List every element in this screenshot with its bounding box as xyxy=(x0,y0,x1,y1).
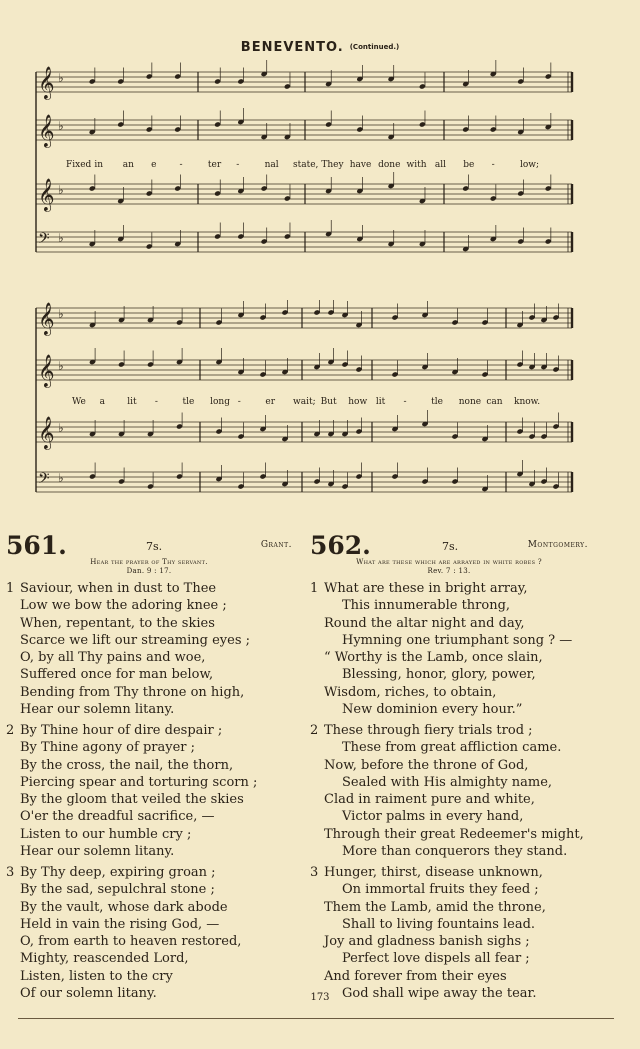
verse-line: Held in vain the rising God, — xyxy=(20,916,220,932)
lyric-line-1 xyxy=(0,160,640,174)
verse-line: By the sad, sepulchral stone ; xyxy=(20,882,215,898)
lyric-syllable: er xyxy=(265,397,276,407)
lyric-syllable: can xyxy=(486,397,503,407)
lyric-syllable: tle xyxy=(182,397,195,407)
verse-line: This innumerable throng, xyxy=(342,598,511,614)
verse-line: Joy and gladness banish sighs ; xyxy=(324,934,530,950)
verse-line: Hear our solemn litany. xyxy=(20,702,175,718)
verse-line: What are these in bright array, xyxy=(324,581,528,596)
verse-line: God shall wipe away the tear. xyxy=(342,986,537,1002)
verse-number: 1 xyxy=(6,581,15,596)
verse-line: Hunger, thirst, disease unknown, xyxy=(324,865,543,880)
staff xyxy=(36,300,572,336)
epigraph-text: Hear the prayer of Thy servant. xyxy=(90,558,208,566)
verse-line: Suffered once for man below, xyxy=(20,667,214,683)
lyric-syllable: none xyxy=(458,397,482,407)
lyric-syllable: be xyxy=(463,160,475,170)
verse-line: O, from earth to heaven restored, xyxy=(20,934,242,950)
verse-line: Mighty, reascended Lord, xyxy=(20,951,189,967)
treble-clef-icon: 𝄞 xyxy=(38,114,55,147)
staff xyxy=(36,348,572,388)
verse-1 xyxy=(310,580,588,718)
lyric-syllable: how xyxy=(348,397,368,407)
tune-name: BENEVENTO. xyxy=(240,40,344,55)
staff xyxy=(36,460,572,492)
verse-line: Wisdom, riches, to obtain, xyxy=(324,684,497,700)
verse-number: 2 xyxy=(310,723,319,738)
verse-3 xyxy=(310,864,588,1002)
lyric-syllable: with xyxy=(406,160,427,170)
verse-line: Through their great Redeemer's might, xyxy=(324,826,584,842)
lyric-syllable: long xyxy=(210,397,230,407)
lyric-syllable: - xyxy=(237,397,241,407)
hymn-number: 561. xyxy=(6,531,67,560)
verse-number: 3 xyxy=(6,865,15,880)
lyric-syllable: low; xyxy=(520,160,540,170)
lyric-syllable: wait; xyxy=(293,397,316,407)
lyric-syllable: - xyxy=(491,160,495,170)
verse-line: Perfect love dispels all fear ; xyxy=(342,951,530,967)
tune-title xyxy=(0,40,640,55)
lyric-syllable: e xyxy=(151,160,157,170)
treble-clef-icon: 𝄞 xyxy=(38,354,55,387)
epigraph-text: What are these which are arrayed in white robes ? xyxy=(356,558,542,566)
staff xyxy=(36,60,572,100)
lyric-syllable: an xyxy=(122,160,134,170)
flat-icon: ♭ xyxy=(58,231,64,245)
hymn-number: 562. xyxy=(310,531,371,560)
lyric-syllable: lit xyxy=(375,397,386,407)
verse-line: Hear our solemn litany. xyxy=(20,844,175,860)
lyric-line-2 xyxy=(0,397,640,411)
lyric-syllable: They xyxy=(321,160,344,170)
verse-1 xyxy=(6,580,292,718)
verse-number: 2 xyxy=(6,723,15,738)
flat-icon: ♭ xyxy=(58,71,64,85)
flat-icon: ♭ xyxy=(58,183,64,197)
verse-line: On immortal fruits they feed ; xyxy=(342,882,539,898)
verse-line: By the gloom that veiled the skies xyxy=(20,792,244,808)
hymn-meter: 7s. xyxy=(146,540,163,553)
lyric-syllable: - xyxy=(403,397,407,407)
verse-line: Piercing spear and torturing scorn ; xyxy=(20,774,258,790)
flat-icon: ♭ xyxy=(58,471,64,485)
verse-line: When, repentant, to the skies xyxy=(20,615,215,631)
hymn-author: Montgomery. xyxy=(527,540,588,550)
tune-continued: (Continued.) xyxy=(349,43,400,51)
lyric-syllable: nal xyxy=(264,160,279,170)
verse-line: Saviour, when in dust to Thee xyxy=(20,581,217,596)
treble-clef-icon: 𝄞 xyxy=(38,178,55,211)
hymn-meter: 7s. xyxy=(442,540,459,553)
verse-2 xyxy=(310,722,588,860)
lyric-syllable: a xyxy=(99,397,105,407)
verse-line: Bending from Thy throne on high, xyxy=(20,684,245,700)
verse-line: Listen to our humble cry ; xyxy=(20,826,192,842)
lyric-syllable: all xyxy=(434,160,446,170)
lyric-syllable: - xyxy=(179,160,183,170)
treble-clef-icon: 𝄞 xyxy=(38,66,55,99)
lyric-syllable: ter xyxy=(207,160,222,170)
lyric-syllable: know. xyxy=(514,397,541,407)
staff xyxy=(36,172,572,212)
verse-line: O'er the dreadful sacrifice, — xyxy=(20,809,215,825)
lyric-syllable: in xyxy=(94,160,104,170)
hymn-author: Grant. xyxy=(260,540,292,550)
flat-icon: ♭ xyxy=(58,421,64,435)
verse-line: And forever from their eyes xyxy=(324,968,507,984)
verse-line: Of our solemn litany. xyxy=(20,986,157,1002)
lyric-syllable: done xyxy=(378,160,401,170)
verse-number: 1 xyxy=(310,581,319,596)
lyric-syllable: state, xyxy=(293,160,319,170)
lyric-syllable: Fixed xyxy=(66,160,92,170)
verse-line: Scarce we lift our streaming eyes ; xyxy=(20,632,251,648)
verse-line: Blessing, honor, glory, power, xyxy=(342,667,536,683)
hymn-epigraph xyxy=(310,558,588,576)
verse-line: Hymning one triumphant song ? — xyxy=(342,632,573,648)
verse-line: Now, before the throne of God, xyxy=(324,757,529,773)
verse-line: More than conquerors they stand. xyxy=(342,844,568,860)
epigraph-reference: Rev. 7 : 13. xyxy=(427,567,471,575)
bottom-rule xyxy=(18,1018,614,1019)
verse-line: O, by all Thy pains and woe, xyxy=(20,650,206,666)
verse-line: By the vault, whose dark abode xyxy=(20,899,228,915)
verse-line: “ Worthy is the Lamb, once slain, xyxy=(324,650,543,666)
verse-line: These from great affliction came. xyxy=(342,740,562,756)
verse-3 xyxy=(6,864,292,1002)
verse-line: By Thy deep, expiring groan ; xyxy=(20,865,216,880)
verse-line: These through fiery trials trod ; xyxy=(324,723,533,738)
verse-line: Them the Lamb, amid the throne, xyxy=(324,899,546,915)
lyric-syllable: We xyxy=(72,397,86,407)
verse-line: Listen, listen to the cry xyxy=(20,968,173,984)
page-number: 173 xyxy=(310,992,330,1003)
verse-line: Round the altar night and day, xyxy=(324,615,525,631)
verse-line: Sealed with His almighty name, xyxy=(342,774,553,790)
staff xyxy=(36,410,572,450)
verse-line: By the cross, the nail, the thorn, xyxy=(20,757,234,773)
flat-icon: ♭ xyxy=(58,119,64,133)
treble-clef-icon: 𝄞 xyxy=(38,416,55,449)
staff xyxy=(36,220,572,252)
verse-line: New dominion every hour.” xyxy=(342,702,523,718)
flat-icon: ♭ xyxy=(58,359,64,373)
lyric-syllable: have xyxy=(349,160,372,170)
lyric-syllable: - xyxy=(236,160,240,170)
flat-icon: ♭ xyxy=(58,307,64,321)
lyric-syllable: But xyxy=(320,397,337,407)
hymn-epigraph xyxy=(6,558,292,576)
lyric-syllable: lit xyxy=(127,397,137,407)
verse-number: 3 xyxy=(310,865,319,880)
verse-line: Victor palms in every hand, xyxy=(342,809,524,825)
verse-2 xyxy=(6,722,292,860)
verse-line: By Thine agony of prayer ; xyxy=(20,740,195,756)
staff xyxy=(36,108,572,148)
verse-line: Low we bow the adoring knee ; xyxy=(20,598,227,614)
verse-line: By Thine hour of dire despair ; xyxy=(20,723,223,738)
epigraph-reference: Dan. 9 : 17. xyxy=(126,567,172,575)
verse-line: Clad in raiment pure and white, xyxy=(324,792,535,808)
verse-line: Shall to living fountains lead. xyxy=(342,916,536,932)
lyric-syllable: tle xyxy=(431,397,443,407)
lyric-syllable: - xyxy=(154,397,158,407)
bass-clef-icon: 𝄢 xyxy=(38,470,50,491)
treble-clef-icon: 𝄞 xyxy=(38,302,55,335)
bass-clef-icon: 𝄢 xyxy=(38,230,50,251)
